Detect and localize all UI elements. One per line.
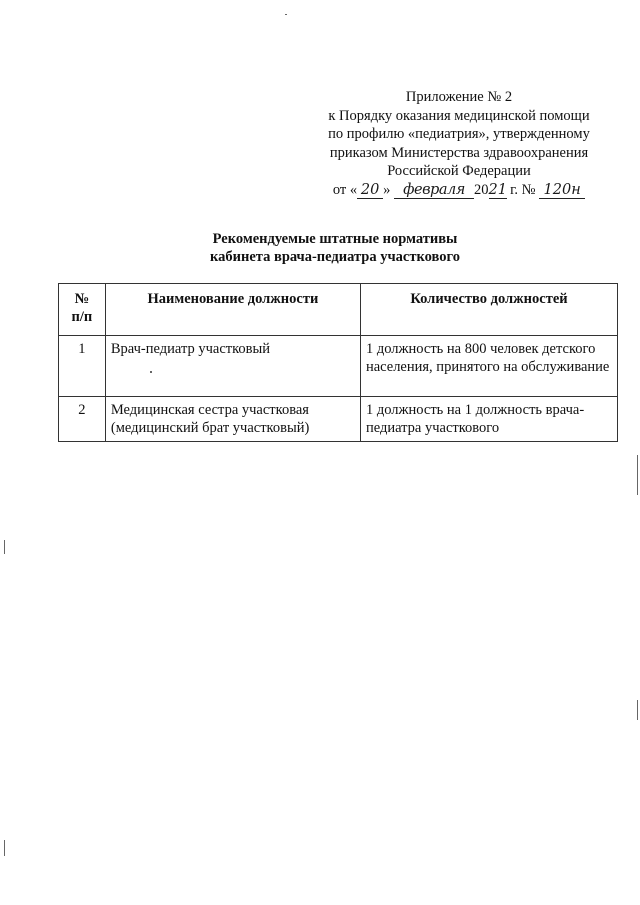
row-position-count: 1 должность на 800 человек детского населения, принятого на обслуживание xyxy=(360,336,617,397)
order-year-prefix: 20 xyxy=(474,181,489,198)
header-position-count: Количество должностей xyxy=(360,284,617,336)
row-number: 1 xyxy=(59,336,106,397)
table-header-row xyxy=(59,284,618,336)
order-day-handwritten: 20 xyxy=(357,182,383,199)
header-num-line-2: п/п xyxy=(71,309,93,325)
staffing-table xyxy=(58,283,618,442)
order-number-handwritten: 120н xyxy=(539,182,585,199)
document-title xyxy=(150,230,520,266)
order-mid: » xyxy=(383,181,391,198)
row-position-name: Врач-педиатр участковый xyxy=(105,336,360,397)
scan-edge-mark xyxy=(637,700,638,720)
title-line-1: Рекомендуемые штатные нормативы xyxy=(212,231,458,247)
header-num-line-1: № xyxy=(74,291,90,307)
title-line-2: кабинета врача-педиатра участкового xyxy=(210,249,460,265)
scan-speck xyxy=(285,14,287,15)
order-month-handwritten: февраля xyxy=(394,182,474,199)
appendix-block xyxy=(306,88,612,199)
appendix-line: Российской Федерации xyxy=(387,163,531,179)
order-prefix: от « xyxy=(332,181,358,198)
header-num xyxy=(59,284,106,336)
row-position-name: Медицинская сестра участковая (медицинский брат участковый) xyxy=(105,397,360,442)
table-row xyxy=(59,336,618,397)
header-position-name: Наименование должности xyxy=(105,284,360,336)
appendix-line: к Порядку оказания медицинской помощи xyxy=(328,107,590,124)
row-position-count: 1 должность на 1 должность врача-педиатра участкового xyxy=(360,397,617,442)
appendix-title: Приложение № 2 xyxy=(405,89,513,105)
table-row xyxy=(59,397,618,442)
scan-speck xyxy=(150,371,152,373)
order-reference xyxy=(306,181,612,200)
scan-edge-mark xyxy=(637,455,638,495)
scan-edge-mark xyxy=(4,540,5,554)
order-year-label: г. № xyxy=(510,181,536,198)
order-year-handwritten: 21 xyxy=(488,181,507,198)
appendix-line: по профилю «педиатрия», утвержденному xyxy=(328,126,590,142)
scan-edge-mark xyxy=(4,840,5,856)
row-number: 2 xyxy=(59,397,106,442)
appendix-line: приказом Министерства здравоохранения xyxy=(329,144,589,161)
